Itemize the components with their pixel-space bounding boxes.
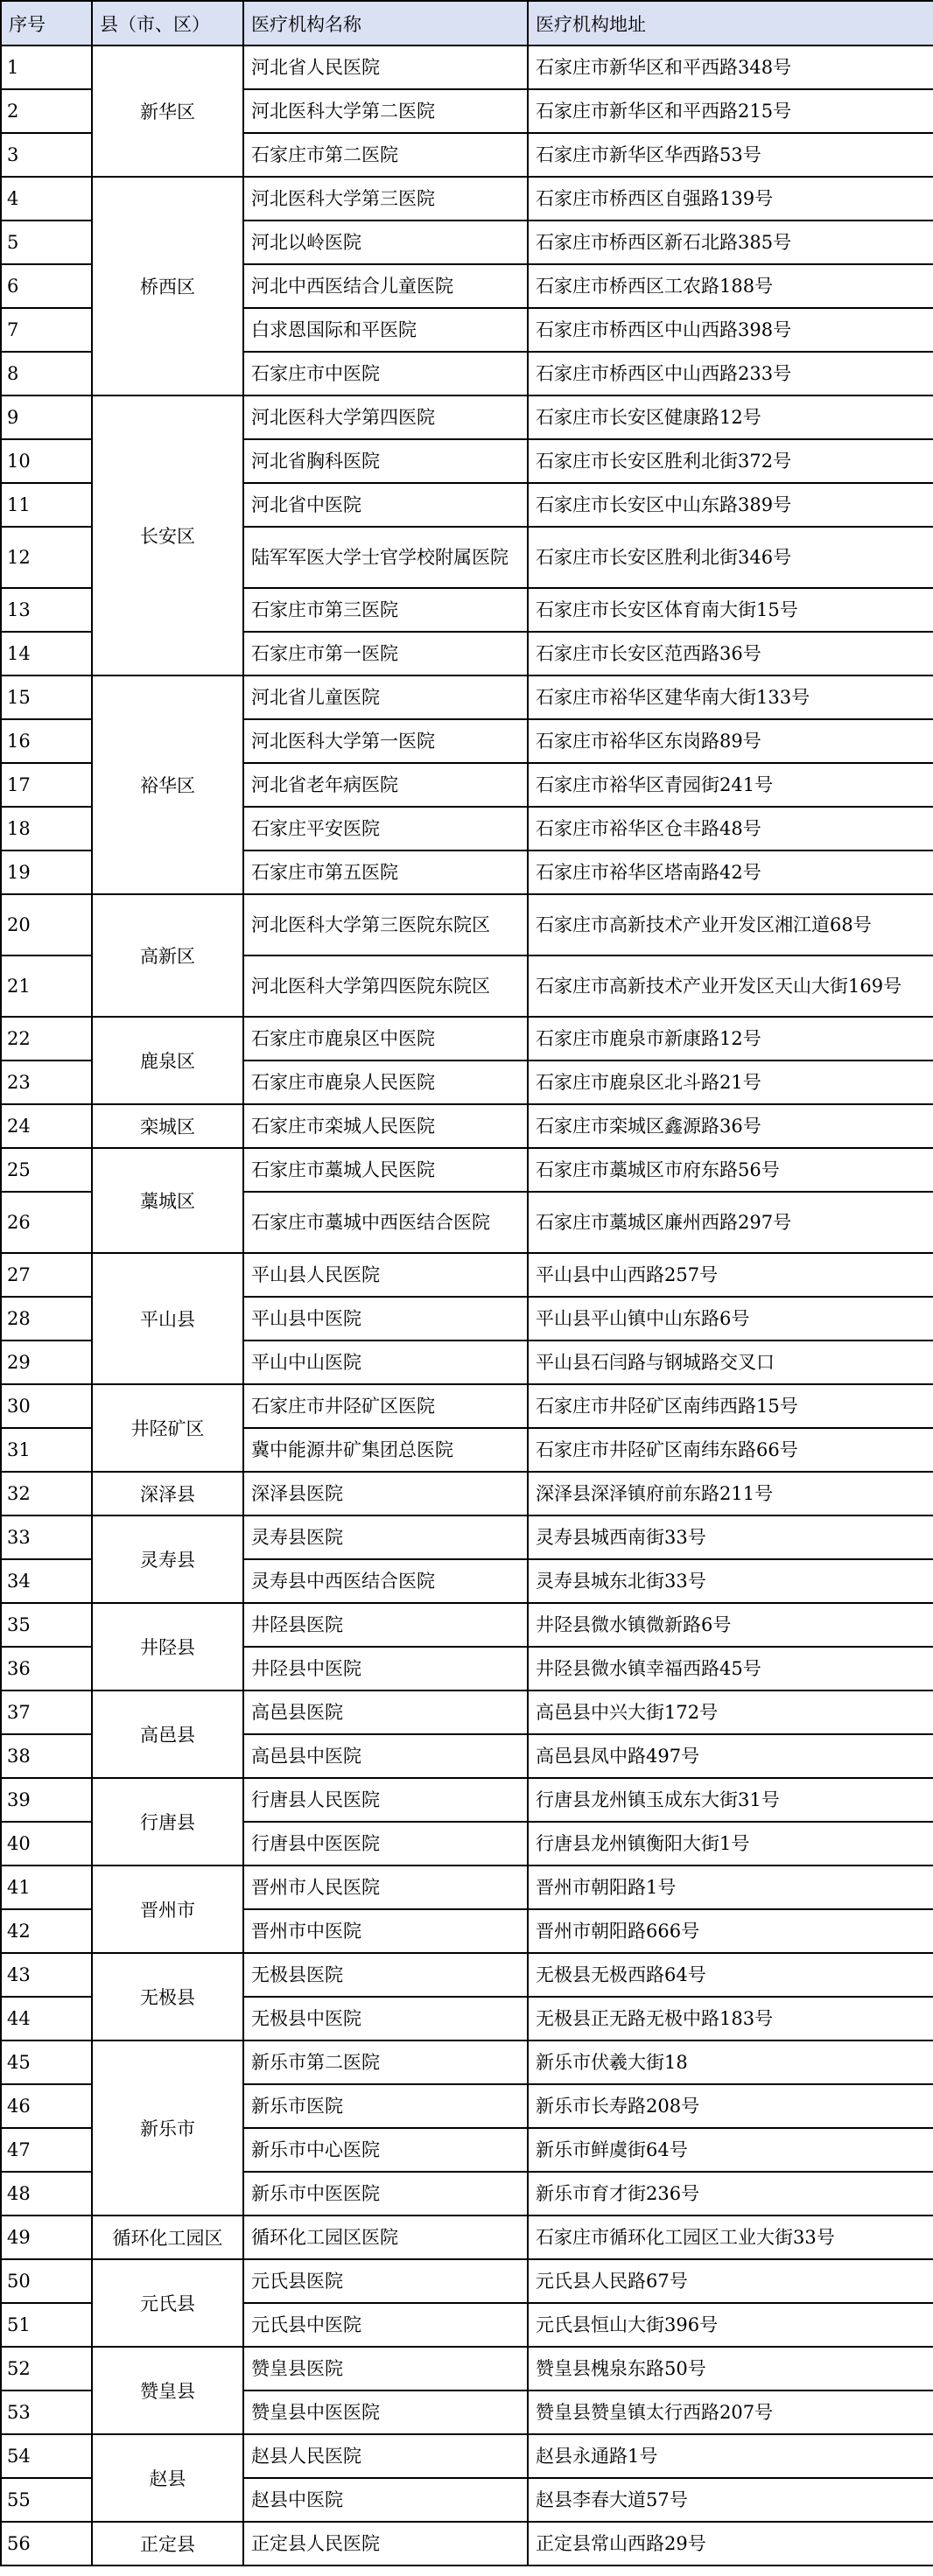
- hospital-name: 河北省老年病医院: [243, 763, 528, 807]
- table-header: [1, 1, 933, 46]
- hospital-name: 河北医科大学第三医院东院区: [243, 894, 528, 956]
- hospital-address: 平山县中山西路257号: [528, 1253, 933, 1297]
- row-number: 23: [1, 1060, 92, 1104]
- hospital-address: 高邑县凤中路497号: [528, 1734, 933, 1778]
- row-number: 27: [1, 1253, 92, 1297]
- row-number: 39: [1, 1778, 92, 1822]
- hospital-address: 正定县常山西路29号: [528, 2522, 933, 2566]
- hospital-name: 元氏县中医院: [243, 2303, 528, 2347]
- hospital-name: 井陉县中医院: [243, 1647, 528, 1690]
- table-row: [1, 1778, 933, 1822]
- hospital-name: 新乐市第二医院: [243, 2040, 528, 2084]
- row-number: 4: [1, 177, 92, 220]
- table-row: [1, 1017, 933, 1060]
- hospital-address: 石家庄市高新技术产业开发区湘江道68号: [528, 894, 933, 956]
- table-row: [1, 46, 933, 89]
- row-number: 16: [1, 719, 92, 763]
- district-cell: 灵寿县: [92, 1516, 243, 1603]
- hospital-address: 石家庄市裕华区塔南路42号: [528, 850, 933, 894]
- hospital-address: 赵县李春大道57号: [528, 2478, 933, 2522]
- table-row: [1, 2522, 933, 2566]
- hospital-address: 新乐市育才街236号: [528, 2172, 933, 2216]
- hospital-name: 河北医科大学第二医院: [243, 89, 528, 133]
- row-number: 6: [1, 264, 92, 308]
- row-number: 51: [1, 2303, 92, 2347]
- hospital-address: 灵寿县城西南街33号: [528, 1516, 933, 1559]
- district-cell: 高新区: [92, 894, 243, 1017]
- table-row: [1, 1148, 933, 1192]
- hospital-name: 河北省中医院: [243, 483, 528, 527]
- row-number: 13: [1, 588, 92, 632]
- hospital-address: 新乐市伏羲大街18: [528, 2040, 933, 2084]
- row-number: 36: [1, 1647, 92, 1690]
- district-cell: 鹿泉区: [92, 1017, 243, 1104]
- hospital-name: 高邑县中医院: [243, 1734, 528, 1778]
- row-number: 5: [1, 220, 92, 264]
- row-number: 21: [1, 956, 92, 1017]
- district-cell: 长安区: [92, 396, 243, 676]
- row-number: 2: [1, 89, 92, 133]
- row-number: 33: [1, 1516, 92, 1559]
- hospital-address: 井陉县微水镇幸福西路45号: [528, 1647, 933, 1690]
- hospital-name: 石家庄市藁城人民医院: [243, 1148, 528, 1192]
- hospital-address: 无极县无极西路64号: [528, 1953, 933, 1997]
- table-row: [1, 1690, 933, 1734]
- hospital-address: 石家庄市藁城区市府东路56号: [528, 1148, 933, 1192]
- table-row: [1, 2347, 933, 2390]
- hospital-name: 河北医科大学第一医院: [243, 719, 528, 763]
- hospital-name: 行唐县人民医院: [243, 1778, 528, 1822]
- header-district: 县（市、区）: [92, 1, 243, 46]
- row-number: 8: [1, 352, 92, 396]
- hospital-name: 赞皇县中医医院: [243, 2390, 528, 2434]
- hospital-address: 石家庄市新华区和平西路215号: [528, 89, 933, 133]
- hospital-name: 新乐市中医医院: [243, 2172, 528, 2216]
- row-number: 10: [1, 439, 92, 483]
- row-number: 14: [1, 632, 92, 676]
- district-cell: 藁城区: [92, 1148, 243, 1253]
- hospital-address: 赵县永通路1号: [528, 2434, 933, 2478]
- district-cell: 井陉县: [92, 1603, 243, 1690]
- hospital-address: 石家庄市长安区健康路12号: [528, 396, 933, 439]
- hospital-name: 石家庄市第三医院: [243, 588, 528, 632]
- district-cell: 元氏县: [92, 2259, 243, 2347]
- table-row: [1, 177, 933, 220]
- hospital-name: 石家庄市鹿泉人民医院: [243, 1060, 528, 1104]
- table-row: [1, 1516, 933, 1559]
- hospital-name: 石家庄市第一医院: [243, 632, 528, 676]
- hospital-name: 河北中西医结合儿童医院: [243, 264, 528, 308]
- hospital-address: 灵寿县城东北街33号: [528, 1559, 933, 1603]
- row-number: 56: [1, 2522, 92, 2566]
- hospital-address: 高邑县中兴大街172号: [528, 1690, 933, 1734]
- row-number: 45: [1, 2040, 92, 2084]
- row-number: 44: [1, 1997, 92, 2040]
- hospital-address: 石家庄市鹿泉区北斗路21号: [528, 1060, 933, 1104]
- hospital-name: 石家庄市栾城人民医院: [243, 1104, 528, 1148]
- hospital-address: 石家庄市桥西区新石北路385号: [528, 220, 933, 264]
- row-number: 54: [1, 2434, 92, 2478]
- hospital-name: 石家庄市藁城中西医结合医院: [243, 1192, 528, 1253]
- row-number: 7: [1, 308, 92, 352]
- hospital-name: 石家庄平安医院: [243, 807, 528, 850]
- hospital-name: 石家庄市中医院: [243, 352, 528, 396]
- row-number: 26: [1, 1192, 92, 1253]
- hospital-address: 平山县平山镇中山东路6号: [528, 1297, 933, 1340]
- row-number: 42: [1, 1909, 92, 1953]
- district-cell: 深泽县: [92, 1472, 243, 1516]
- hospital-address: 石家庄市长安区范西路36号: [528, 632, 933, 676]
- row-number: 32: [1, 1472, 92, 1516]
- header-row: [1, 1, 933, 46]
- row-number: 37: [1, 1690, 92, 1734]
- table-body: [1, 46, 933, 2566]
- hospital-address: 石家庄市长安区中山东路389号: [528, 483, 933, 527]
- hospital-address: 石家庄市裕华区仓丰路48号: [528, 807, 933, 850]
- hospital-name: 河北医科大学第四医院: [243, 396, 528, 439]
- hospital-name: 高邑县医院: [243, 1690, 528, 1734]
- row-number: 43: [1, 1953, 92, 1997]
- district-cell: 栾城区: [92, 1104, 243, 1148]
- hospital-name: 河北省人民医院: [243, 46, 528, 89]
- row-number: 22: [1, 1017, 92, 1060]
- district-cell: 桥西区: [92, 177, 243, 396]
- hospital-address: 井陉县微水镇微新路6号: [528, 1603, 933, 1647]
- row-number: 31: [1, 1428, 92, 1472]
- hospital-name: 冀中能源井矿集团总医院: [243, 1428, 528, 1472]
- hospital-name: 石家庄市鹿泉区中医院: [243, 1017, 528, 1060]
- hospital-name: 河北省胸科医院: [243, 439, 528, 483]
- hospital-address: 平山县石闫路与钢城路交叉口: [528, 1340, 933, 1384]
- hospital-address: 石家庄市桥西区工农路188号: [528, 264, 933, 308]
- hospital-name: 河北医科大学第三医院: [243, 177, 528, 220]
- hospital-address: 石家庄市裕华区青园街241号: [528, 763, 933, 807]
- hospital-address: 元氏县人民路67号: [528, 2259, 933, 2303]
- table-row: [1, 2216, 933, 2259]
- district-cell: 裕华区: [92, 676, 243, 894]
- row-number: 17: [1, 763, 92, 807]
- row-number: 19: [1, 850, 92, 894]
- hospital-address: 晋州市朝阳路666号: [528, 1909, 933, 1953]
- hospital-address: 无极县正无路无极中路183号: [528, 1997, 933, 2040]
- hospital-name: 无极县中医院: [243, 1997, 528, 2040]
- row-number: 11: [1, 483, 92, 527]
- hospital-address: 赞皇县槐泉东路50号: [528, 2347, 933, 2390]
- hospital-address: 行唐县龙州镇玉成东大街31号: [528, 1778, 933, 1822]
- hospital-name: 新乐市医院: [243, 2084, 528, 2128]
- row-number: 20: [1, 894, 92, 956]
- hospital-address: 石家庄市裕华区东岗路89号: [528, 719, 933, 763]
- table-row: [1, 676, 933, 719]
- table-row: [1, 1104, 933, 1148]
- row-number: 24: [1, 1104, 92, 1148]
- hospital-name: 白求恩国际和平医院: [243, 308, 528, 352]
- hospital-address: 石家庄市新华区华西路53号: [528, 133, 933, 177]
- hospital-name: 晋州市人民医院: [243, 1866, 528, 1909]
- hospital-address: 石家庄市裕华区建华南大街133号: [528, 676, 933, 719]
- table-row: [1, 396, 933, 439]
- district-cell: 新乐市: [92, 2040, 243, 2216]
- table-row: [1, 2040, 933, 2084]
- hospital-name: 赵县人民医院: [243, 2434, 528, 2478]
- hospital-name: 深泽县医院: [243, 1472, 528, 1516]
- hospital-address: 深泽县深泽镇府前东路211号: [528, 1472, 933, 1516]
- hospital-name: 平山中山医院: [243, 1340, 528, 1384]
- hospital-address: 石家庄市桥西区自强路139号: [528, 177, 933, 220]
- hospital-address: 赞皇县赞皇镇太行西路207号: [528, 2390, 933, 2434]
- hospital-name: 河北省儿童医院: [243, 676, 528, 719]
- table-row: [1, 1384, 933, 1428]
- row-number: 12: [1, 527, 92, 588]
- hospital-address: 石家庄市新华区和平西路348号: [528, 46, 933, 89]
- hospital-name: 陆军军医大学士官学校附属医院: [243, 527, 528, 588]
- hospital-address: 石家庄市鹿泉市新康路12号: [528, 1017, 933, 1060]
- district-cell: 高邑县: [92, 1690, 243, 1778]
- hospital-name: 石家庄市第五医院: [243, 850, 528, 894]
- table-row: [1, 1953, 933, 1997]
- table-row: [1, 1866, 933, 1909]
- hospital-address: 石家庄市长安区胜利北街346号: [528, 527, 933, 588]
- hospital-address: 石家庄市长安区体育南大街15号: [528, 588, 933, 632]
- hospital-name: 灵寿县医院: [243, 1516, 528, 1559]
- hospital-address: 石家庄市长安区胜利北街372号: [528, 439, 933, 483]
- hospital-address: 行唐县龙州镇衡阳大街1号: [528, 1822, 933, 1866]
- row-number: 28: [1, 1297, 92, 1340]
- hospital-address: 石家庄市高新技术产业开发区天山大街169号: [528, 956, 933, 1017]
- hospital-address: 石家庄市井陉矿区南纬东路66号: [528, 1428, 933, 1472]
- hospital-address: 新乐市长寿路208号: [528, 2084, 933, 2128]
- row-number: 53: [1, 2390, 92, 2434]
- district-cell: 行唐县: [92, 1778, 243, 1866]
- district-cell: 井陉矿区: [92, 1384, 243, 1472]
- hospital-name: 井陉县医院: [243, 1603, 528, 1647]
- hospital-name: 元氏县医院: [243, 2259, 528, 2303]
- hospital-address: 石家庄市桥西区中山西路233号: [528, 352, 933, 396]
- row-number: 30: [1, 1384, 92, 1428]
- hospital-address: 石家庄市栾城区鑫源路36号: [528, 1104, 933, 1148]
- hospital-name: 正定县人民医院: [243, 2522, 528, 2566]
- table-row: [1, 1472, 933, 1516]
- hospital-name: 晋州市中医院: [243, 1909, 528, 1953]
- district-cell: 赞皇县: [92, 2347, 243, 2434]
- hospital-name: 赞皇县医院: [243, 2347, 528, 2390]
- hospital-name: 河北以岭医院: [243, 220, 528, 264]
- row-number: 9: [1, 396, 92, 439]
- district-cell: 晋州市: [92, 1866, 243, 1953]
- district-cell: 平山县: [92, 1253, 243, 1384]
- hospital-address: 元氏县恒山大街396号: [528, 2303, 933, 2347]
- district-cell: 循环化工园区: [92, 2216, 243, 2259]
- hospital-address: 石家庄市井陉矿区南纬西路15号: [528, 1384, 933, 1428]
- district-cell: 无极县: [92, 1953, 243, 2040]
- table-row: [1, 1603, 933, 1647]
- table-row: [1, 2434, 933, 2478]
- table-row: [1, 894, 933, 956]
- row-number: 46: [1, 2084, 92, 2128]
- row-number: 55: [1, 2478, 92, 2522]
- hospital-name: 无极县医院: [243, 1953, 528, 1997]
- row-number: 48: [1, 2172, 92, 2216]
- hospital-address: 新乐市鲜虞街64号: [528, 2128, 933, 2172]
- row-number: 47: [1, 2128, 92, 2172]
- hospital-name: 石家庄市井陉矿区医院: [243, 1384, 528, 1428]
- hospital-name: 平山县人民医院: [243, 1253, 528, 1297]
- row-number: 15: [1, 676, 92, 719]
- row-number: 40: [1, 1822, 92, 1866]
- header-address: 医疗机构地址: [528, 1, 933, 46]
- row-number: 29: [1, 1340, 92, 1384]
- hospital-address: 石家庄市桥西区中山西路398号: [528, 308, 933, 352]
- row-number: 35: [1, 1603, 92, 1647]
- hospital-name: 新乐市中心医院: [243, 2128, 528, 2172]
- district-cell: 新华区: [92, 46, 243, 177]
- hospital-name: 石家庄市第二医院: [243, 133, 528, 177]
- hospital-name: 赵县中医院: [243, 2478, 528, 2522]
- row-number: 25: [1, 1148, 92, 1192]
- district-cell: 赵县: [92, 2434, 243, 2522]
- row-number: 1: [1, 46, 92, 89]
- hospital-name: 循环化工园区医院: [243, 2216, 528, 2259]
- row-number: 18: [1, 807, 92, 850]
- row-number: 49: [1, 2216, 92, 2259]
- district-cell: 正定县: [92, 2522, 243, 2566]
- table-row: [1, 2259, 933, 2303]
- hospital-address: 石家庄市藁城区廉州西路297号: [528, 1192, 933, 1253]
- row-number: 38: [1, 1734, 92, 1778]
- hospital-address: 晋州市朝阳路1号: [528, 1866, 933, 1909]
- hospital-name: 行唐县中医医院: [243, 1822, 528, 1866]
- row-number: 3: [1, 133, 92, 177]
- row-number: 50: [1, 2259, 92, 2303]
- header-seq: 序号: [1, 1, 92, 46]
- row-number: 34: [1, 1559, 92, 1603]
- row-number: 52: [1, 2347, 92, 2390]
- hospital-name: 河北医科大学第四医院东院区: [243, 956, 528, 1017]
- header-name: 医疗机构名称: [243, 1, 528, 46]
- hospital-name: 灵寿县中西医结合医院: [243, 1559, 528, 1603]
- row-number: 41: [1, 1866, 92, 1909]
- hospital-name: 平山县中医院: [243, 1297, 528, 1340]
- table-row: [1, 1253, 933, 1297]
- hospital-address: 石家庄市循环化工园区工业大街33号: [528, 2216, 933, 2259]
